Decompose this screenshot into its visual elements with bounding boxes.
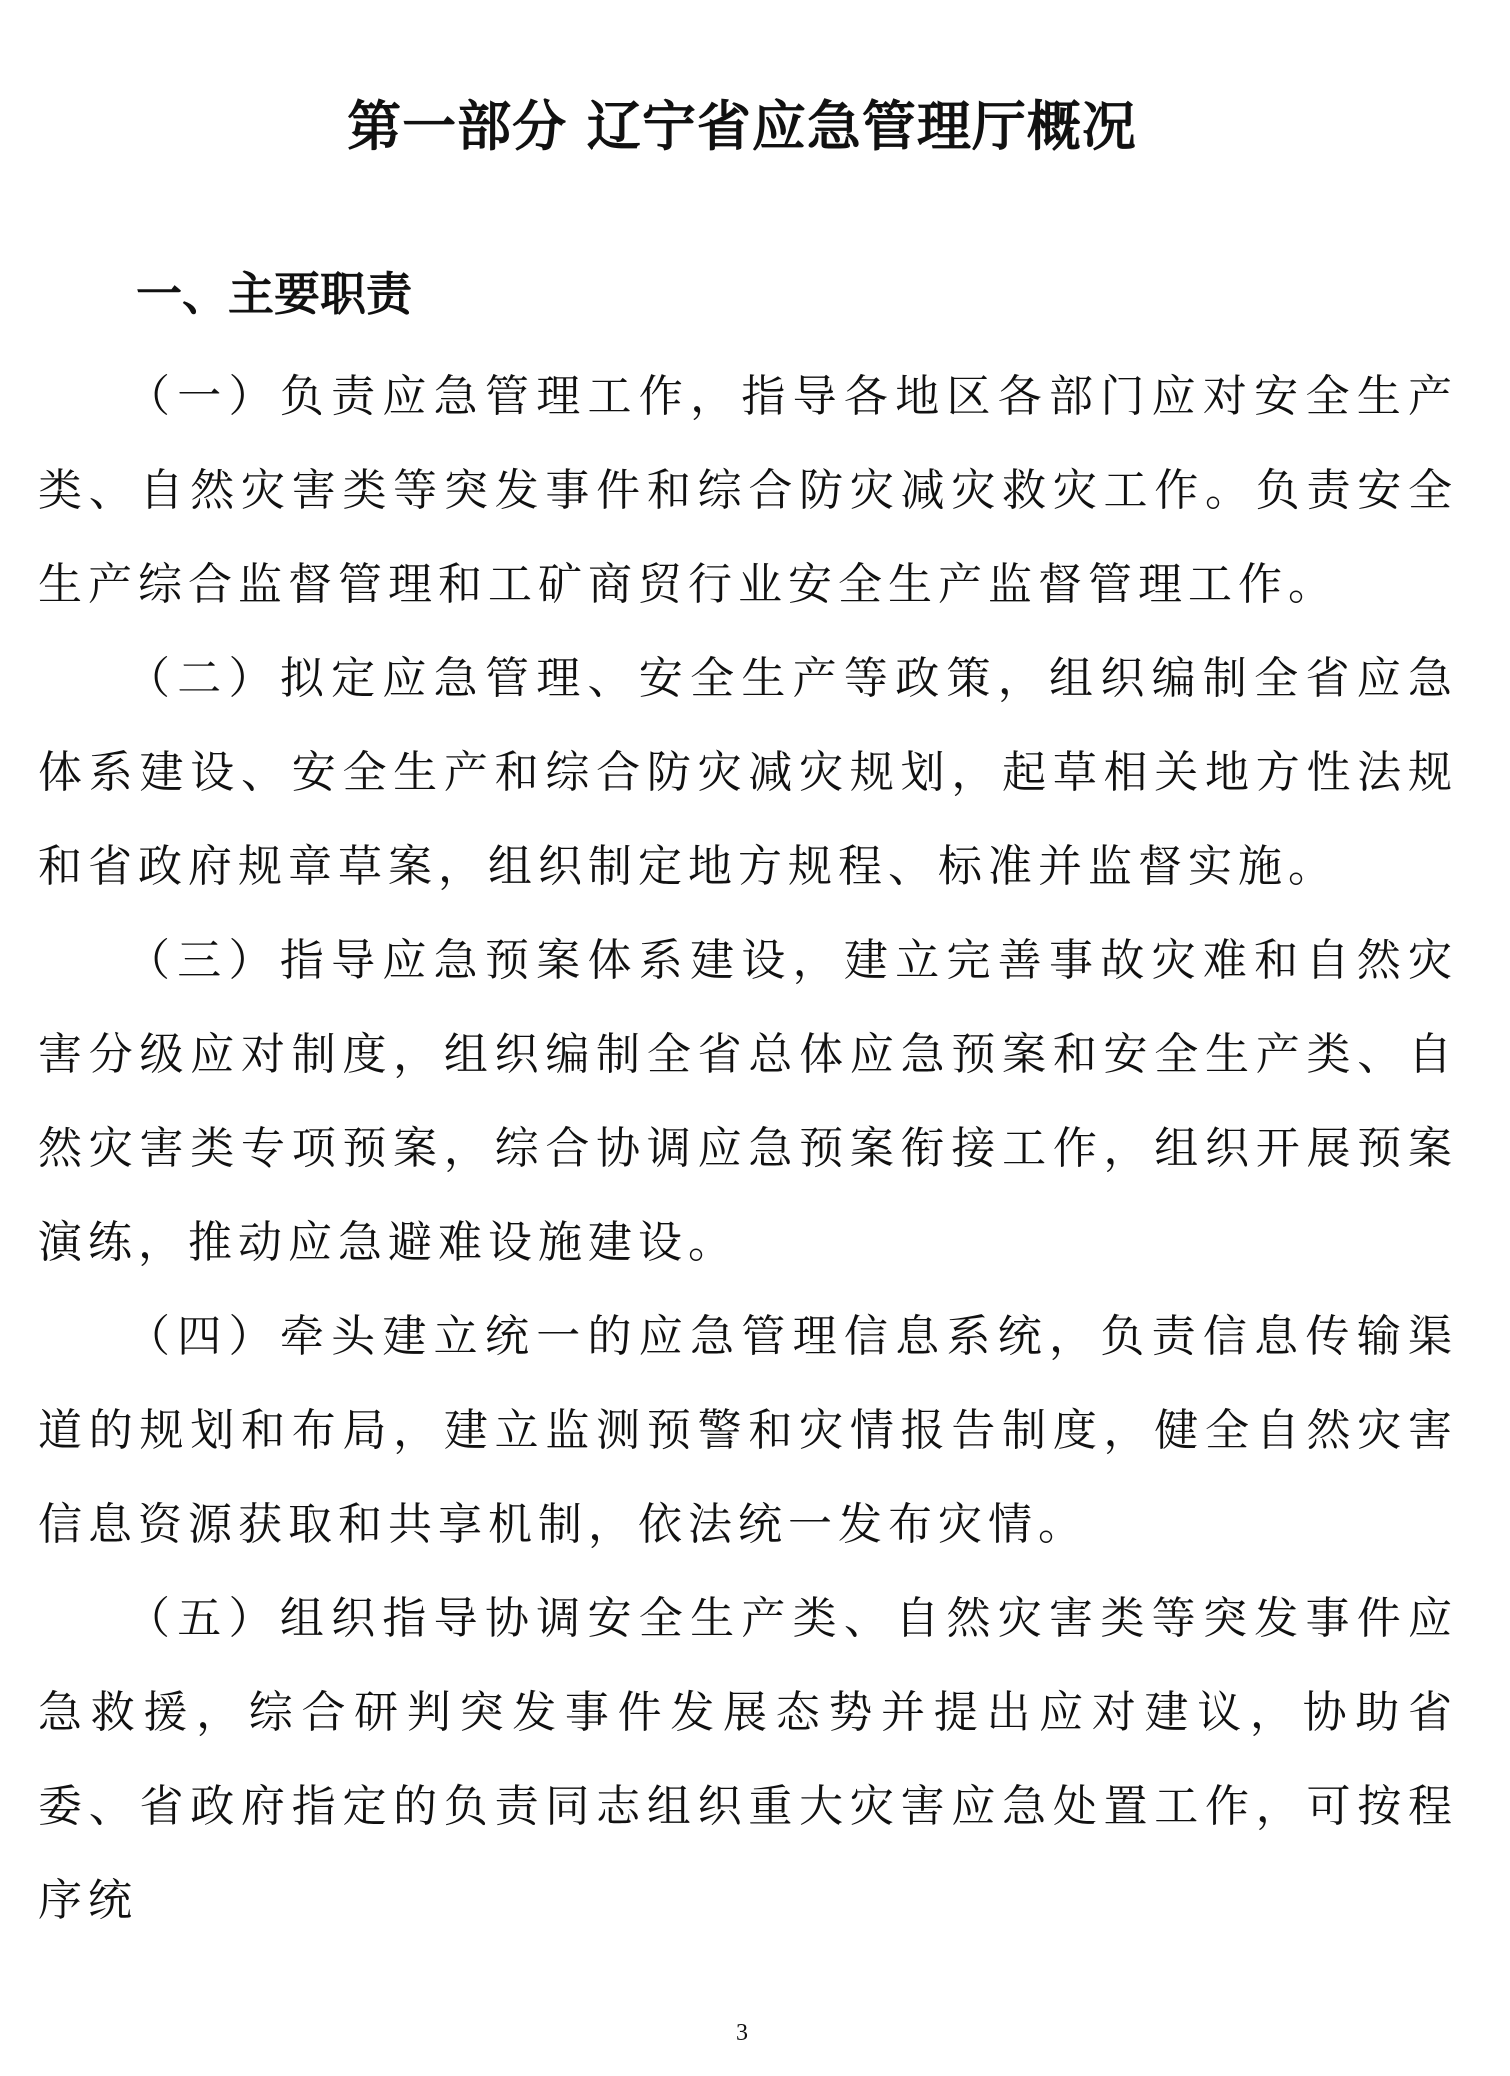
page-number: 3 [736,2020,748,2046]
paragraph-1: （一）负责应急管理工作，指导各地区各部门应对安全生产类、自然灾害类等突发事件和综合防灾减灾救灾工作。负责安全生产综合监督管理和工矿商贸行业安全生产监督管理工作。 [38,371,1458,610]
section-heading: 一、主要职责 [136,267,412,321]
paragraph-4: （四）牵头建立统一的应急管理信息系统，负责信息传输渠道的规划和布局，建立监测预警和灾情报告制度，健全自然灾害信息资源获取和共享机制，依法统一发布灾情。 [38,1311,1458,1550]
paragraph-5: （五）组织指导协调安全生产类、自然灾害类等突发事件应急救援，综合研判突发事件发展态势并提出应对建议，协助省委、省政府指定的负责同志组织重大灾害应急处置工作，可按程序统 [38,1593,1458,1926]
page-title: 第一部分 辽宁省应急管理厅概况 [347,95,1137,158]
paragraph-2: （二）拟定应急管理、安全生产等政策，组织编制全省应急体系建设、安全生产和综合防灾减灾规划，起草相关地方性法规和省政府规章草案，组织制定地方规程、标准并监督实施。 [38,653,1458,892]
body-text [38,350,1458,1948]
paragraph-3: （三）指导应急预案体系建设，建立完善事故灾难和自然灾害分级应对制度，组织编制全省总体应急预案和安全生产类、自然灾害类专项预案，综合协调应急预案衔接工作，组织开展预案演练，推动应急避难设施建设。 [38,935,1458,1268]
